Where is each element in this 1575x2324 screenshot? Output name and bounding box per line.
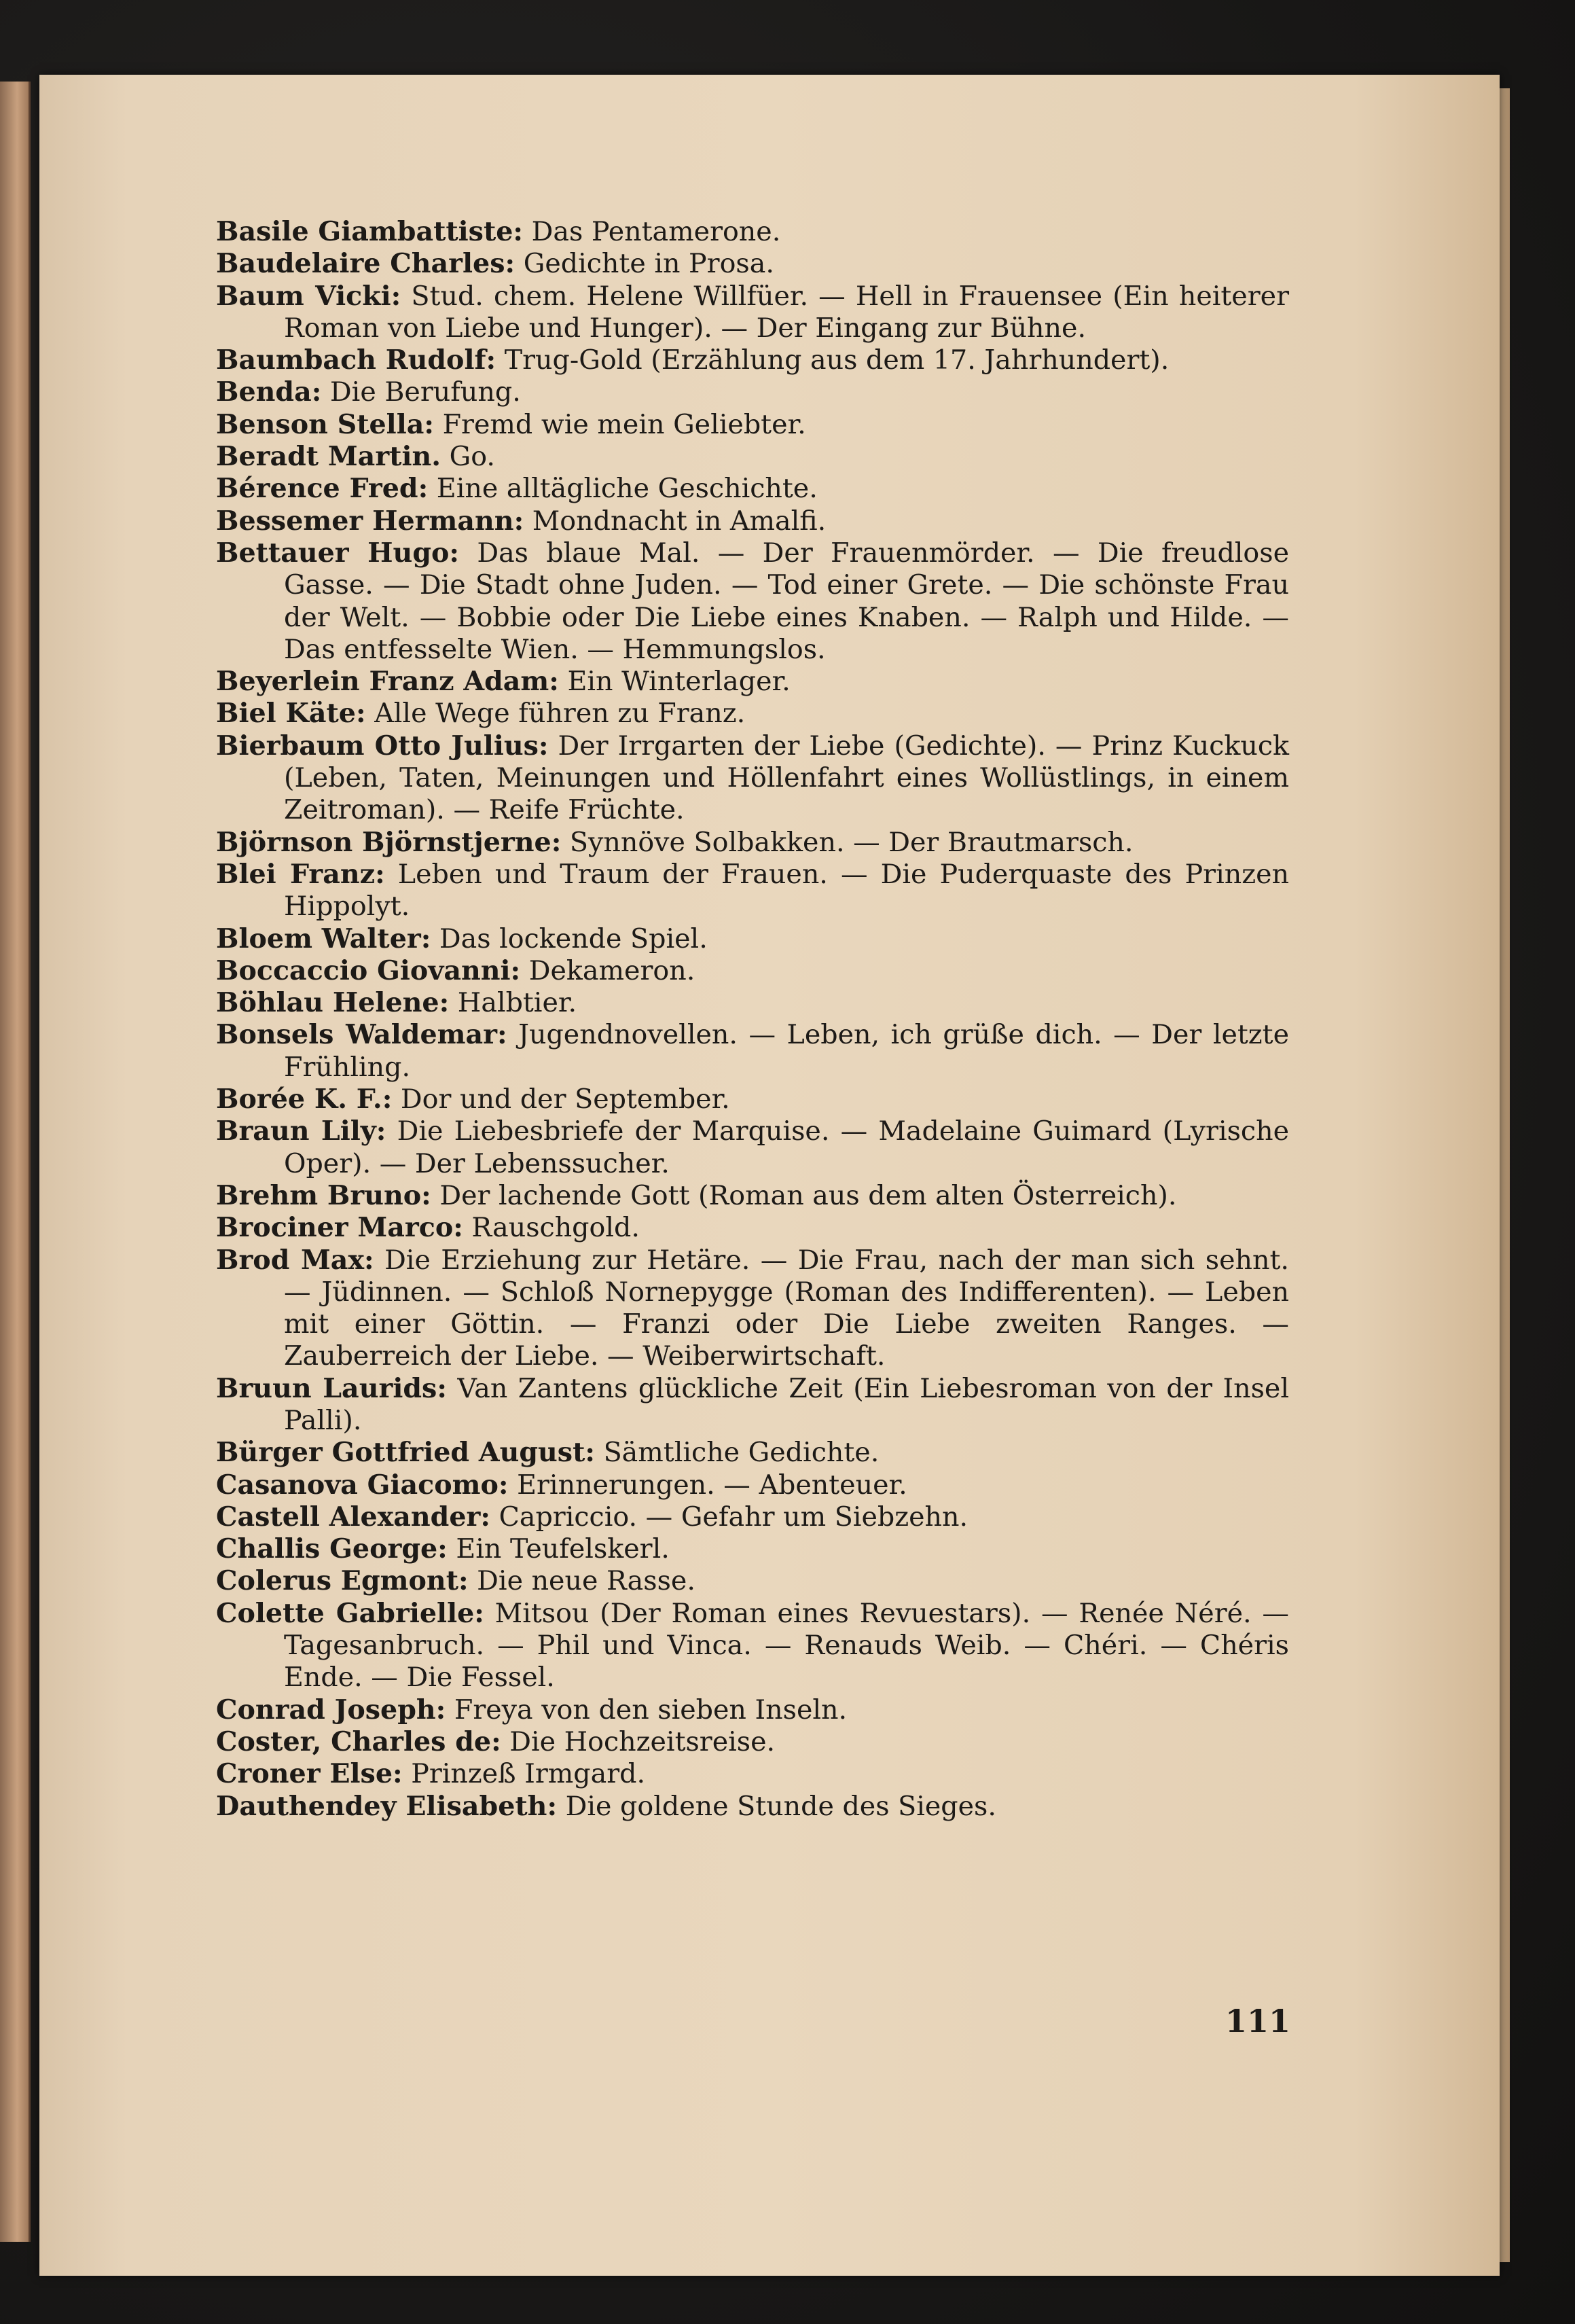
entry-author: Braun Lily: xyxy=(216,1115,386,1147)
entry-author: Beradt Martin. xyxy=(216,441,441,473)
list-item xyxy=(216,859,1289,923)
entry-works: Die Liebesbriefe der Marquise. — Madelaine Guimard (Lyrische Oper). — Der Lebenssucher. xyxy=(284,1115,1289,1179)
list-item xyxy=(216,1115,1289,1180)
entry-author: Björnson Björnstjerne: xyxy=(216,826,562,858)
entry-works: Eine alltägliche Geschichte. xyxy=(428,473,818,505)
entry-works: Freya von den sieben Inseln. xyxy=(446,1694,848,1726)
entry-works: Stud. chem. Helene Willfüer. — Hell in Frauensee (Ein heiterer Roman von Liebe und Hunger). — Der Eingang zur Bühne. xyxy=(284,280,1289,344)
entry-author: Baum Vicki: xyxy=(216,280,401,312)
entry-works: Dekameron. xyxy=(520,954,695,986)
entry-works: Die Hochzeitsreise. xyxy=(501,1726,776,1757)
entry-works: Prinzeß Irmgard. xyxy=(402,1758,646,1790)
entry-works: Trug-Gold (Erzählung aus dem 17. Jahrhundert). xyxy=(496,344,1170,376)
list-item xyxy=(216,216,1289,248)
list-item xyxy=(216,1437,1289,1469)
entry-works: Das lockende Spiel. xyxy=(431,923,708,954)
list-item xyxy=(216,666,1289,698)
entry-author: Bürger Gottfried August: xyxy=(216,1437,595,1469)
page-number: 111 xyxy=(1225,2003,1290,2039)
entry-author: Basile Giambattiste: xyxy=(216,216,524,247)
entry-works: Der Irrgarten der Liebe (Gedichte). — Prinz Kuckuck (Leben, Taten, Meinungen und Höllenfahrt eines Wollüstlings, in einem Zeitroman). — Reife Früchte. xyxy=(284,730,1289,826)
list-item xyxy=(216,1212,1289,1244)
entry-works: Leben und Traum der Frauen. — Die Puderquaste des Prinzen Hippolyt. xyxy=(284,858,1289,923)
list-item xyxy=(216,1084,1289,1115)
list-item xyxy=(216,1726,1289,1758)
entry-works: Sämtliche Gedichte. xyxy=(594,1437,880,1469)
entry-author: Bierbaum Otto Julius: xyxy=(216,730,549,762)
list-item xyxy=(216,505,1289,537)
entry-author: Colerus Egmont: xyxy=(216,1565,469,1597)
entry-works: Dor und der September. xyxy=(392,1084,730,1115)
list-item xyxy=(216,923,1289,955)
entry-author: Baumbach Rudolf: xyxy=(216,344,496,376)
list-item xyxy=(216,344,1289,376)
entry-author: Casanova Giacomo: xyxy=(216,1469,509,1501)
entry-author: Challis George: xyxy=(216,1533,448,1565)
entry-works: Die Erziehung zur Hetäre. — Die Frau, nach der man sich sehnt. — Jüdinnen. — Schloß Nornepygge (Roman des Indifferenten). — Leben mit einer Göttin. — Franzi oder Die Liebe zweiten Ranges. — Zauberreich der Liebe. — Weiberwirtschaft. xyxy=(284,1244,1289,1372)
entry-works: Die Berufung. xyxy=(321,376,521,408)
list-item xyxy=(216,376,1289,408)
entry-author: Borée K. F.: xyxy=(216,1084,393,1115)
entry-works: Capriccio. — Gefahr um Siebzehn. xyxy=(490,1501,968,1533)
entry-works: Mitsou (Der Roman eines Revuestars). — Renée Néré. — Tagesanbruch. — Phil und Vinca. — Renauds Weib. — Chéri. — Chéris Ende. — Die Fessel. xyxy=(284,1597,1289,1694)
entry-works: Das blaue Mal. — Der Frauenmörder. — Die freudlose Gasse. — Die Stadt ohne Juden. — Tod einer Grete. — Die schönste Frau der Welt. — Bobbie oder Die Liebe eines Knaben. — Ralph und Hilde. — Das entfesselte Wien. — Hemmungslos. xyxy=(284,537,1289,665)
entry-author: Böhlau Helene: xyxy=(216,987,450,1019)
entry-author: Baudelaire Charles: xyxy=(216,248,515,280)
list-item xyxy=(216,537,1289,666)
entry-works: Go. xyxy=(441,441,495,473)
entry-works: Fremd wie mein Geliebter. xyxy=(434,408,806,440)
list-item xyxy=(216,473,1289,505)
entry-author: Benson Stella: xyxy=(216,408,435,440)
list-item xyxy=(216,1373,1289,1437)
list-item xyxy=(216,987,1289,1019)
entry-author: Bloem Walter: xyxy=(216,923,431,954)
author-index-list xyxy=(216,216,1289,1823)
entry-author: Brehm Bruno: xyxy=(216,1179,431,1211)
list-item xyxy=(216,248,1289,280)
entry-author: Coster, Charles de: xyxy=(216,1726,501,1757)
entry-works: Die goldene Stunde des Sieges. xyxy=(557,1790,996,1822)
list-item xyxy=(216,1791,1289,1823)
list-item xyxy=(216,1758,1289,1790)
entry-works: Ein Teufelskerl. xyxy=(447,1533,670,1565)
entry-works: Synnöve Solbakken. — Der Brautmarsch. xyxy=(561,826,1134,858)
list-item xyxy=(216,1598,1289,1694)
list-item xyxy=(216,827,1289,859)
entry-author: Croner Else: xyxy=(216,1758,403,1790)
entry-author: Bruun Laurids: xyxy=(216,1372,447,1404)
entry-author: Bonsels Waldemar: xyxy=(216,1019,507,1051)
list-item xyxy=(216,1245,1289,1373)
entry-works: Die neue Rasse. xyxy=(468,1565,695,1597)
entry-works: Ein Winterlager. xyxy=(558,666,791,698)
entry-works: Rauschgold. xyxy=(463,1212,640,1244)
entry-author: Benda: xyxy=(216,376,322,408)
list-item xyxy=(216,1180,1289,1212)
entry-works: Jugendnovellen. — Leben, ich grüße dich. — Der letzte Frühling. xyxy=(284,1019,1289,1083)
entry-works: Halbtier. xyxy=(449,987,577,1019)
entry-author: Bérence Fred: xyxy=(216,473,429,505)
list-item xyxy=(216,955,1289,987)
entry-author: Castell Alexander: xyxy=(216,1501,490,1533)
entry-author: Conrad Joseph: xyxy=(216,1694,446,1726)
entry-author: Dauthendey Elisabeth: xyxy=(216,1790,558,1822)
entry-works: Das Pentamerone. xyxy=(523,216,781,247)
entry-author: Bettauer Hugo: xyxy=(216,537,460,569)
entry-works: Alle Wege führen zu Franz. xyxy=(365,698,746,730)
list-item xyxy=(216,1694,1289,1726)
entry-author: Blei Franz: xyxy=(216,858,385,890)
entry-works: Erinnerungen. — Abenteuer. xyxy=(508,1469,907,1501)
list-item xyxy=(216,409,1289,441)
entry-author: Bessemer Hermann: xyxy=(216,505,524,537)
entry-works: Mondnacht in Amalfi. xyxy=(524,505,827,537)
list-item xyxy=(216,730,1289,827)
previous-page-edge xyxy=(0,82,31,2242)
entry-works: Van Zantens glückliche Zeit (Ein Liebesroman von der Insel Palli). xyxy=(284,1372,1289,1436)
list-item xyxy=(216,1565,1289,1597)
entry-author: Biel Käte: xyxy=(216,698,366,730)
entry-author: Brod Max: xyxy=(216,1244,374,1276)
entry-author: Colette Gabrielle: xyxy=(216,1597,484,1629)
entry-works: Der lachende Gott (Roman aus dem alten Österreich). xyxy=(431,1179,1177,1211)
list-item xyxy=(216,1533,1289,1565)
list-item xyxy=(216,1501,1289,1533)
list-item xyxy=(216,281,1289,345)
entry-author: Brociner Marco: xyxy=(216,1212,463,1244)
list-item xyxy=(216,698,1289,730)
entry-author: Boccaccio Giovanni: xyxy=(216,954,521,986)
entry-works: Gedichte in Prosa. xyxy=(515,248,774,280)
entry-author: Beyerlein Franz Adam: xyxy=(216,666,559,698)
list-item xyxy=(216,441,1289,473)
list-item xyxy=(216,1469,1289,1501)
list-item xyxy=(216,1019,1289,1084)
